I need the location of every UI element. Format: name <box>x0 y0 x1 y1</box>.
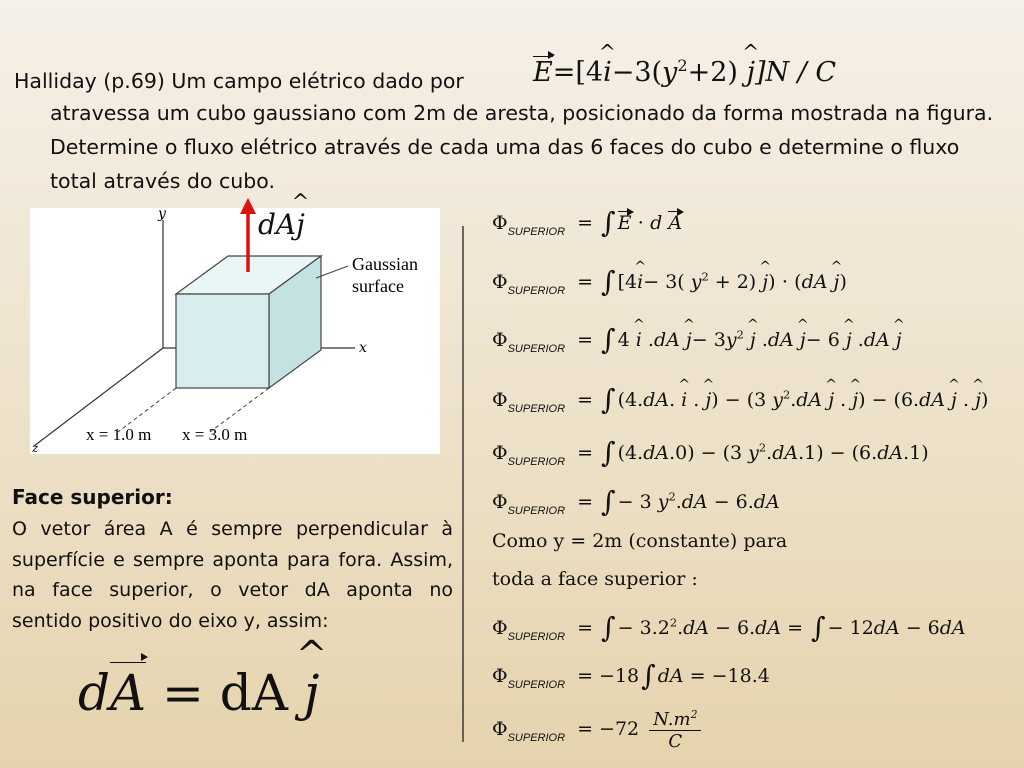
derivation-row-2: $\Phi_{SUPERIOR}$ = ∫ [4^ i− 3( $y^2 + 2$) ^ j) ⋅ (dA ^ j) <box>492 262 847 295</box>
face-text: O vetor área A é sempre perpendicular à superfície e sempre aponta para fora. Assim, na face superior, o vetor dA aponta no sentido positivo do eixo y, assim: <box>12 518 453 632</box>
final-unit-fraction: $\frac{N.m^2}{C}$ <box>649 708 701 752</box>
dA-arrow-head <box>240 198 256 214</box>
derivation-row-1: $\Phi_{SUPERIOR}$ = ∫ E ⋅ d A <box>492 206 683 239</box>
derivation-row-4: $\Phi_{SUPERIOR}$ = ∫ (4.dA. ^ i . ^ j) − (3 $y^2.dA$ ^ j . ^ j) − (6.dA ^ j . ^ j) <box>492 380 988 413</box>
gaussian-label: Gaussian <box>352 254 418 274</box>
face-heading: Face superior: <box>12 485 173 509</box>
electric-field-equation: E=[4^ $i-3(y^2+2)$ ^ j]N / C <box>533 56 836 88</box>
derivation-row-9: $\Phi_{SUPERIOR} = -72$ $\frac{N.m^2}{C}$ <box>492 708 701 752</box>
derivation-row-5: $\Phi_{SUPERIOR}$ = ∫ (4.dA.0) − (3 $y^2.dA.1) - (6.dA.1)$ <box>492 436 929 469</box>
x-axis-label: x <box>359 340 367 356</box>
z-axis-label: z <box>32 441 39 454</box>
problem-line-1: Halliday (p.69) Um campo elétrico dado por <box>14 69 464 93</box>
problem-text: atravessa um cubo gaussiano com 2m de aresta, posicionado da forma mostrada na figura. Determine o fluxo elétrico através de cada uma das 6 faces do cubo e determine o fluxo total através do cubo. <box>50 101 994 193</box>
j-hat: ^ j <box>747 57 755 88</box>
dA-vector-equation: dA = dA ^ j <box>78 664 319 722</box>
derivation-row-6: $\Phi_{SUPERIOR}$ = ∫ − 3 $y^2.dA - 6.dA$ <box>492 485 780 518</box>
E-vector: E <box>533 57 553 88</box>
derivation-row-7: $\Phi_{SUPERIOR}$ = ∫ − $3.2^2.dA - 6.dA$ = ∫ − 12dA − 6dA <box>492 611 966 644</box>
derivation-text-2: toda a face superior : <box>492 568 698 590</box>
x1-position-label: x = 1.0 m <box>86 425 152 444</box>
x3-position-label: x = 3.0 m <box>182 425 248 444</box>
y-axis-label: y <box>158 208 166 222</box>
dA-arrow-label: dA^ j <box>258 208 305 241</box>
derivation-row-3: $\Phi_{SUPERIOR}$ = ∫ 4 ^ i .dA ^ $j- 3y^2$ ^ j .dA ^ j− 6 ^ j .dA ^ j <box>492 320 902 353</box>
derivation-text-1: Como y = 2m (constante) para <box>492 530 788 552</box>
surface-label: surface <box>352 276 404 296</box>
derivation-row-8: $\Phi_{SUPERIOR} = -18\int$ dA = −18.4 <box>492 659 770 692</box>
i-hat: ^ i <box>603 57 612 88</box>
